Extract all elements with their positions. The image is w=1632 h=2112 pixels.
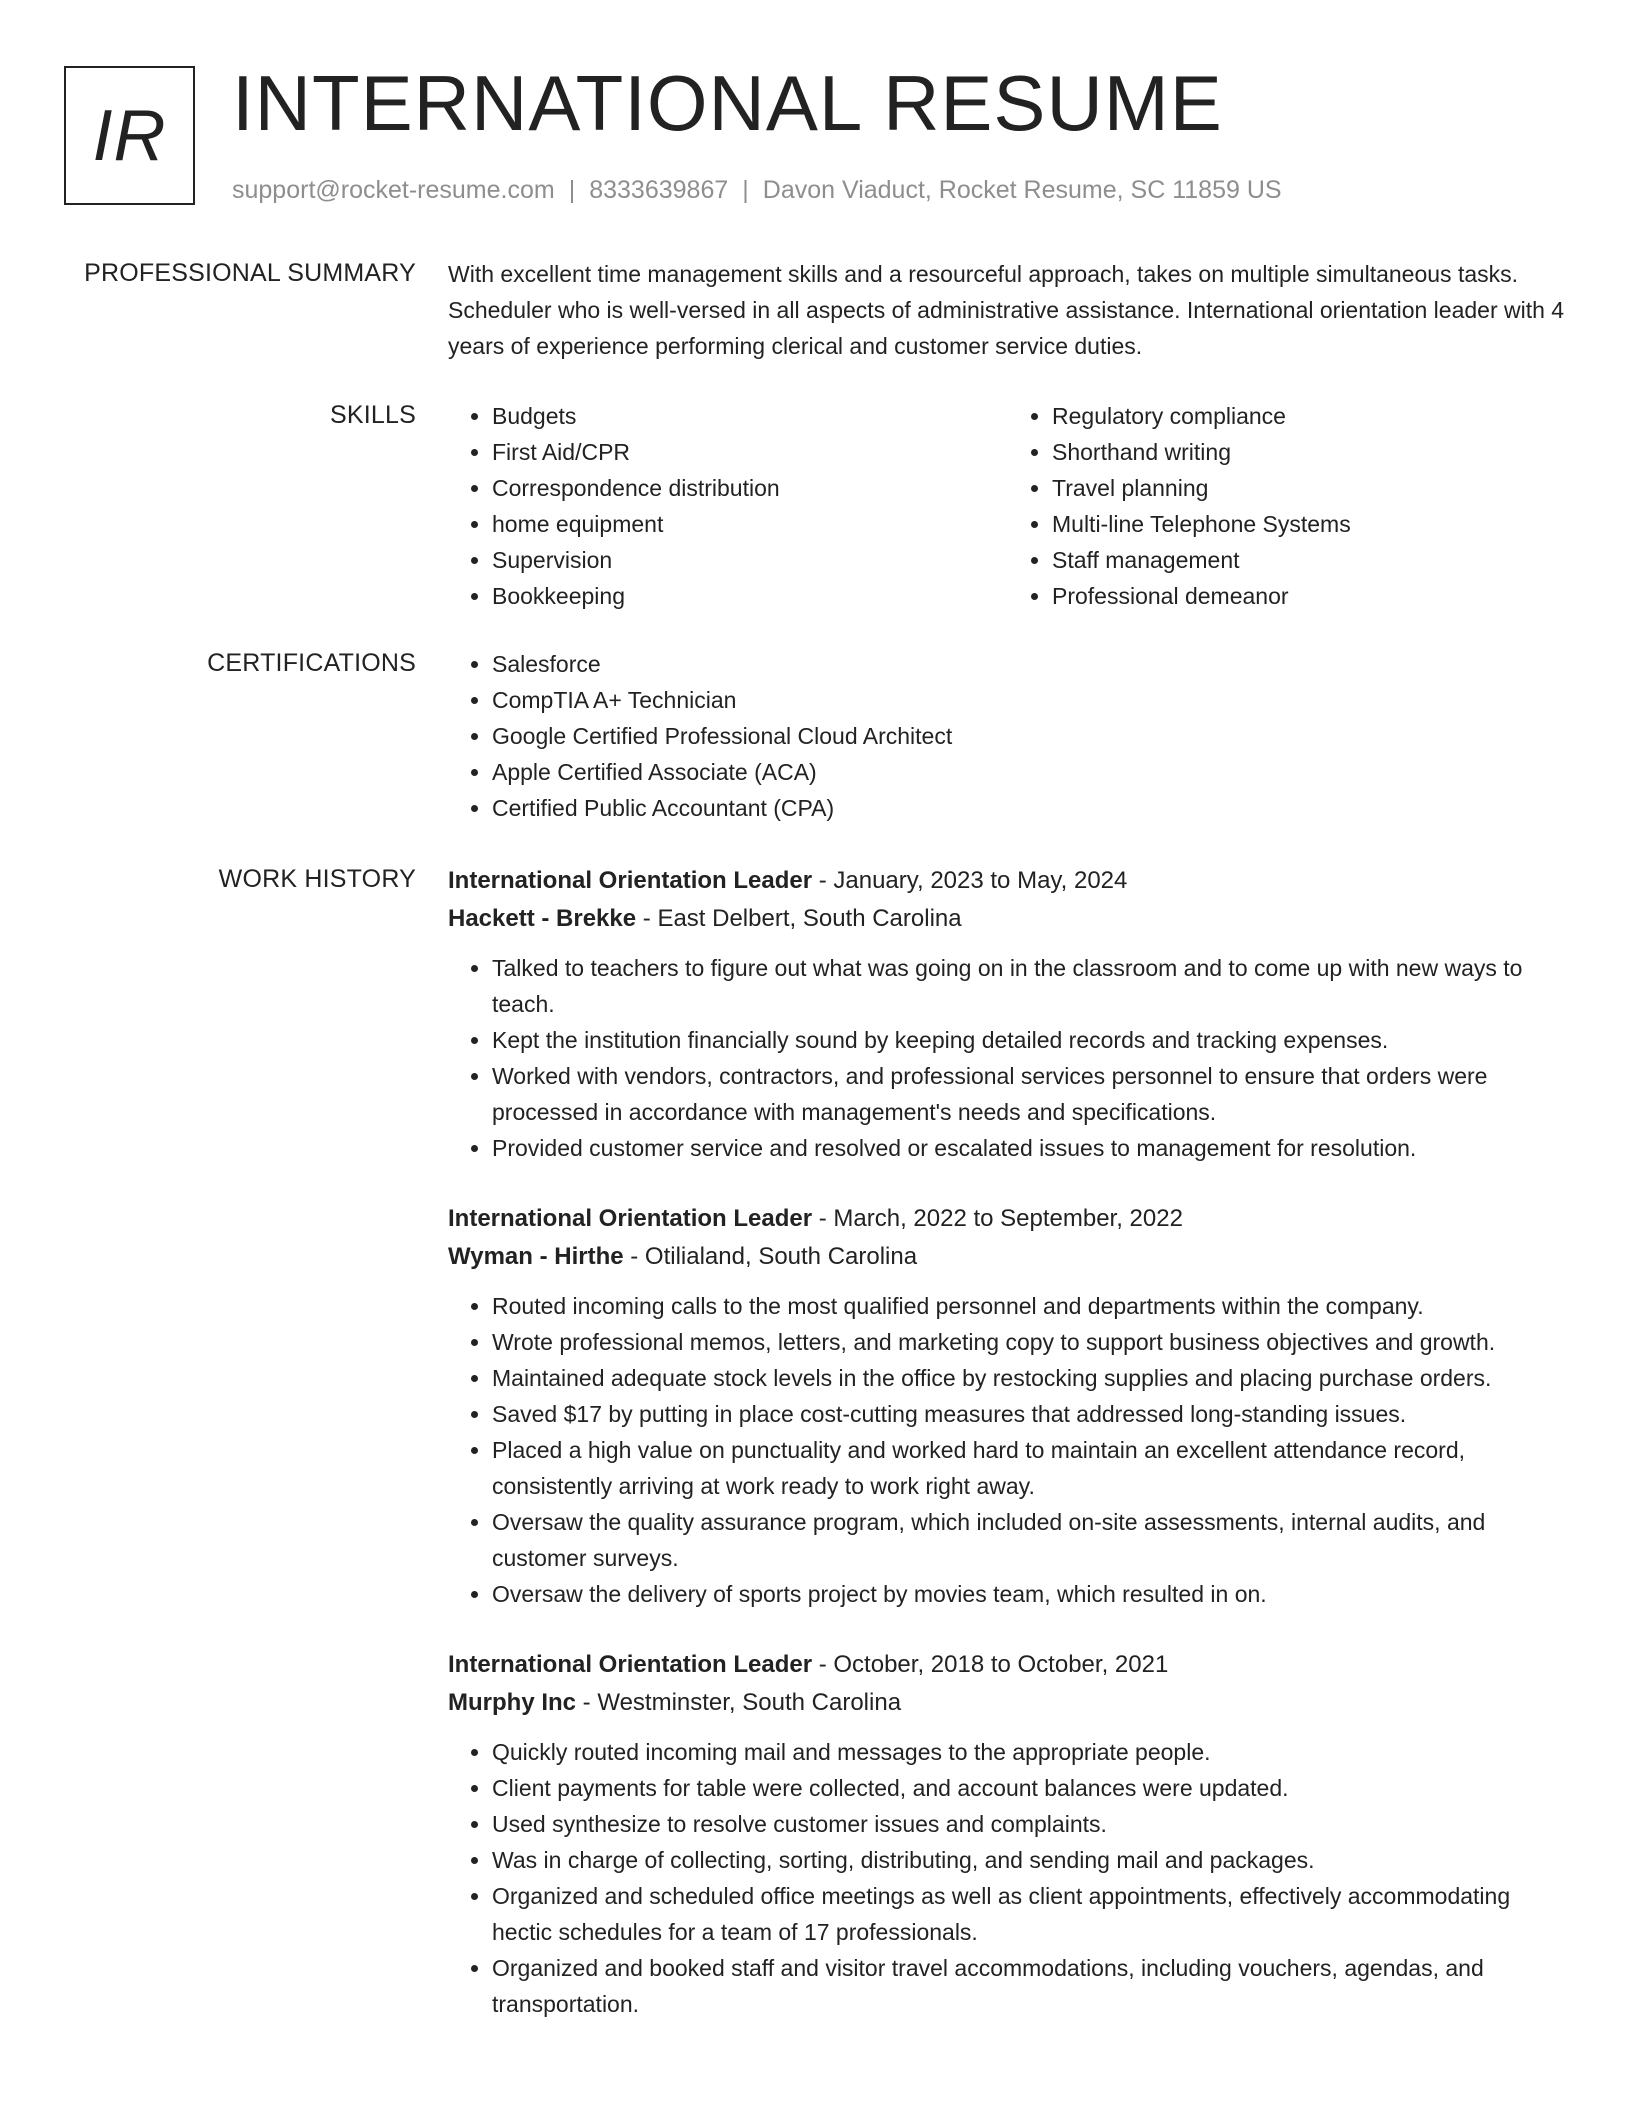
certifications-body — [448, 646, 1568, 826]
job-dates: October, 2018 to October, 2021 — [833, 1651, 1169, 1678]
job-duty: • Placed a high value on punctuality and worked hard to maintain an excellent attendance record, consistently arriving at work ready to work right away. — [492, 1432, 1568, 1504]
job-duty: • Routed incoming calls to the most qualified personnel and departments within the company. — [492, 1288, 1568, 1324]
job-dates: March, 2022 to September, 2022 — [833, 1205, 1183, 1232]
job-entry — [448, 1646, 1568, 2022]
work-history-heading: WORK HISTORY — [218, 865, 416, 893]
skill-item: • Professional demeanor — [1052, 578, 1568, 614]
job-duty: • Kept the institution financially sound by keeping detailed records and tracking expenses. — [492, 1022, 1568, 1058]
skill-item: • Travel planning — [1052, 470, 1568, 506]
certification-item: • Salesforce — [492, 646, 1568, 682]
summary-text: With excellent time management skills and a resourceful approach, takes on multiple simultaneous tasks. Scheduler who is well-versed in all aspects of administrative assistance. International orientation leader with 4 years of experience performing clerical and customer service duties. — [448, 261, 1565, 359]
job-duty: • Provided customer service and resolved or escalated issues to management for resolution. — [492, 1130, 1568, 1166]
job-entry — [448, 862, 1568, 1166]
contact-line — [232, 174, 1282, 206]
job-duty: • Oversaw the quality assurance program, which included on-site assessments, internal audits, and customer surveys. — [492, 1504, 1568, 1576]
skill-item: • First Aid/CPR — [492, 434, 1008, 470]
summary-heading: PROFESSIONAL SUMMARY — [84, 259, 416, 287]
job-duty: • Wrote professional memos, letters, and marketing copy to support business objectives and growth. — [492, 1324, 1568, 1360]
skill-item: • Multi-line Telephone Systems — [1052, 506, 1568, 542]
job-duty: • Maintained adequate stock levels in the office by restocking supplies and placing purchase orders. — [492, 1360, 1568, 1396]
job-location: Otilialand, South Carolina — [644, 1243, 918, 1270]
job-company-line: Murphy Inc - Westminster, South Carolina — [448, 1689, 902, 1716]
job-duties-list — [448, 950, 1568, 1166]
skill-item: • Supervision — [492, 542, 1008, 578]
skills-columns — [448, 398, 1568, 614]
contact-address: Davon Viaduct, Rocket Resume, SC 11859 US — [762, 176, 1282, 204]
job-duty: • Client payments for table were collected, and account balances were updated. — [492, 1770, 1568, 1806]
certifications-heading: CERTIFICATIONS — [207, 649, 416, 677]
skills-list-right — [1008, 398, 1568, 614]
job-company: Wyman - Hirthe — [448, 1243, 624, 1270]
job-location: East Delbert, South Carolina — [657, 905, 962, 932]
certifications-list — [448, 646, 1568, 826]
certification-item: • Certified Public Accountant (CPA) — [492, 790, 1568, 826]
job-company-line: Hackett - Brekke - East Delbert, South Carolina — [448, 905, 962, 932]
job-duty: • Talked to teachers to figure out what was going on in the classroom and to come up with new ways to teach. — [492, 950, 1568, 1022]
job-location: Westminster, South Carolina — [597, 1689, 902, 1716]
skills-list-left — [448, 398, 1008, 614]
job-title: International Orientation Leader — [448, 1205, 813, 1232]
monogram-text: IR — [92, 95, 167, 176]
contact-email: support@rocket-resume.com — [232, 176, 555, 204]
resume-title: INTERNATIONAL RESUME — [232, 59, 1223, 147]
skills-body — [448, 398, 1568, 614]
skill-item: • Budgets — [492, 398, 1008, 434]
job-duty: • Used synthesize to resolve customer issues and complaints. — [492, 1806, 1568, 1842]
skill-item: • Staff management — [1052, 542, 1568, 578]
job-dates: January, 2023 to May, 2024 — [833, 867, 1128, 894]
job-title: International Orientation Leader — [448, 1651, 813, 1678]
job-duty: • Saved $17 by putting in place cost-cutting measures that addressed long-standing issues. — [492, 1396, 1568, 1432]
contact-phone: 8333639867 — [589, 176, 729, 204]
job-duty: • Organized and scheduled office meetings as well as client appointments, effectively accommodating hectic schedules for a team of 17 professionals. — [492, 1878, 1568, 1950]
contact-separator: | — [568, 176, 576, 204]
contact-separator: | — [742, 176, 749, 204]
job-entry — [448, 1200, 1568, 1612]
skill-item: • home equipment — [492, 506, 1008, 542]
job-duties-list — [448, 1734, 1568, 2022]
job-title-line: International Orientation Leader - March, 2022 to September, 2022 — [448, 1205, 1183, 1232]
job-title-line: International Orientation Leader - October, 2018 to October, 2021 — [448, 1651, 1169, 1678]
job-title: International Orientation Leader — [448, 867, 813, 894]
certification-item: • Apple Certified Associate (ACA) — [492, 754, 1568, 790]
skill-item: • Regulatory compliance — [1052, 398, 1568, 434]
monogram-logo — [64, 66, 195, 205]
skills-heading: SKILLS — [330, 401, 416, 429]
job-duties-list — [448, 1288, 1568, 1612]
skill-item: • Shorthand writing — [1052, 434, 1568, 470]
job-duty: • Oversaw the delivery of sports project by movies team, which resulted in on. — [492, 1576, 1568, 1612]
job-duty: • Was in charge of collecting, sorting, distributing, and sending mail and packages. — [492, 1842, 1568, 1878]
work-history-body — [448, 862, 1568, 2056]
job-company: Hackett - Brekke — [448, 905, 637, 932]
skill-item: • Correspondence distribution — [492, 470, 1008, 506]
skill-item: • Bookkeeping — [492, 578, 1008, 614]
job-duty: • Worked with vendors, contractors, and professional services personnel to ensure that orders were processed in accordance with management's needs and specifications. — [492, 1058, 1568, 1130]
job-duty: • Quickly routed incoming mail and messages to the appropriate people. — [492, 1734, 1568, 1770]
certification-item: • CompTIA A+ Technician — [492, 682, 1568, 718]
job-duty: • Organized and booked staff and visitor travel accommodations, including vouchers, agendas, and transportation. — [492, 1950, 1568, 2022]
job-company-line: Wyman - Hirthe - Otilialand, South Carolina — [448, 1243, 918, 1270]
job-company: Murphy Inc — [448, 1689, 577, 1716]
certification-item: • Google Certified Professional Cloud Architect — [492, 718, 1568, 754]
job-title-line: International Orientation Leader - January, 2023 to May, 2024 — [448, 867, 1128, 894]
